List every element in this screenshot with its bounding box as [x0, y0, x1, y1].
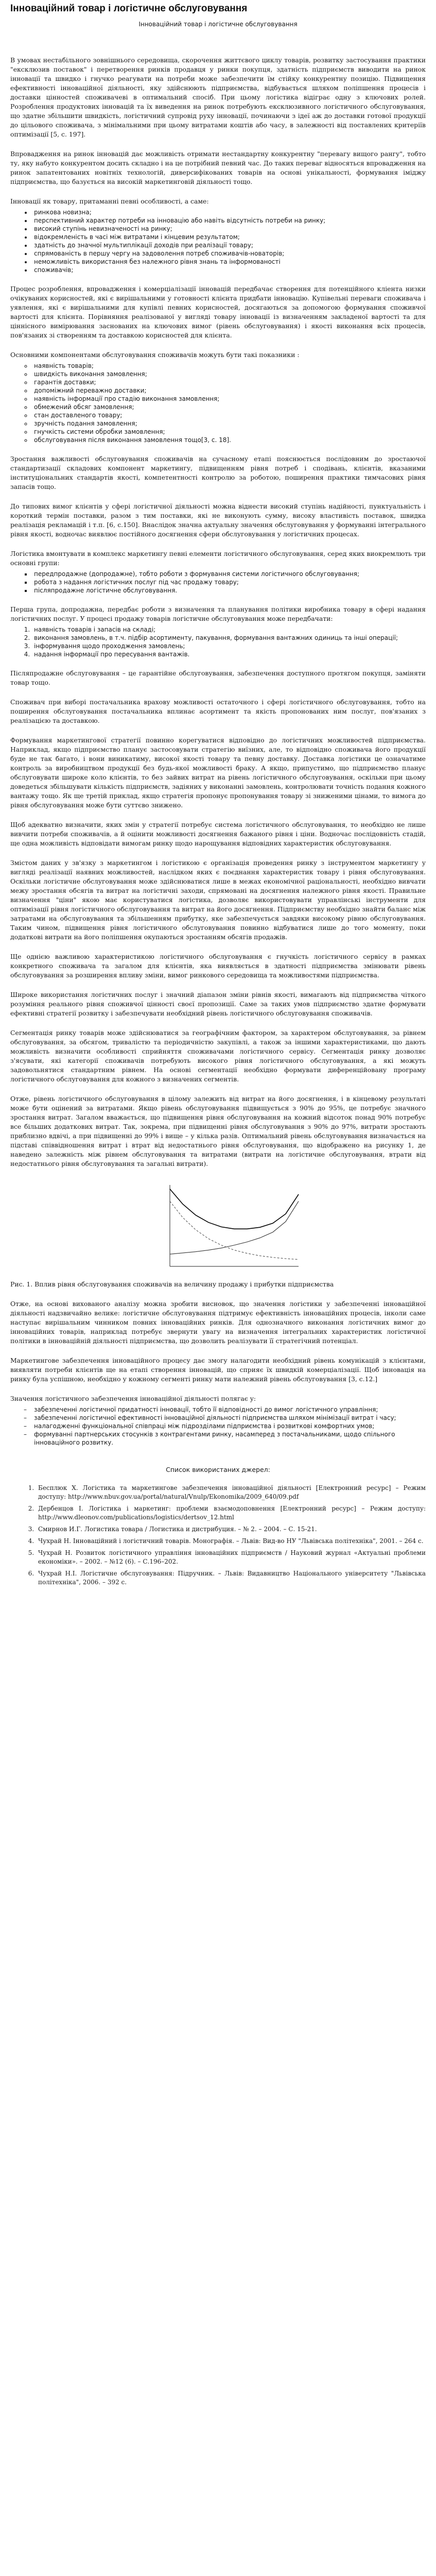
list-item: 4. надання інформації про пересування вантажів. — [32, 650, 426, 658]
references-list — [10, 1484, 426, 1587]
list-item: • ринкова новизна; — [32, 208, 426, 216]
paragraph-9: Перша група, допродажна, передбає роботи з визначення та планування політики виробника товару в сфері надання логістичних послуг. У процесі продажу товарів логістичне обслуговування може передбачати: — [10, 605, 426, 622]
list-item: • перспективний характер потреби на інновацію або навіть відсутність потреби на ринку; — [32, 216, 426, 225]
chart-lines — [170, 1189, 299, 1260]
features-list — [10, 208, 426, 274]
list-item: 3. інформування щодо проходження замовлень; — [32, 642, 426, 650]
list-item: ▪ передпродажне (допродажне), тобто роботи з формування системи логістичного обслуговування; — [32, 570, 426, 578]
paragraph-2: Впровадження на ринок інновацій дає можливість отримати нестандартну конкурентну "перевагу вищого рангу", тобто ту, яку набуто конкурентом досить складно і на це потрібний певний час. До таких переваг відносяться впровадження на ринок запатентованих новітніх технологій, диверсифікованих товарів на основі унікальності, формування іміджу підприємства, що базується на високій маркетинговій діяльності тощо. — [10, 150, 426, 185]
paragraph-12: Формування маркетингової стратегії повинно корегуватися відповідно до логістичних можливостей підприємства. Наприклад, якщо підприємство планує застосовувати стратегію виїзних, але, то відповідно споживача його продукції буде не так багато, і вони виникатиму, високої якості товару та певну доставку. Доставка логістики це означатиме контроль за виробництвом продукції без будь-якої можливості браку. А якщо, припустимо, що підприємство планує обслуговувати широке коло клієнтів, то без зайвих витрат на рівень логістичного обслуговування, оскільки при цьому доведеться збільшувати кількість підприємств, задіяних у виконанні замовлень, контролювати точність подання кожного вантажу тощо. Як ще третій приклад, якщо стратегія пропонує пропонування товару зі зниженими цінами, то вимога до рівня обслуговування може бути суттєво знижено. — [10, 736, 426, 809]
list-item: ◦ швидкість виконання замовлення; — [32, 370, 426, 378]
list-item: • спрямованість в першу чергу на задоволення потреб споживачів-новаторів; — [32, 249, 426, 258]
list-item: • неможливість використання без належного рівня знань та інформованості — [32, 258, 426, 266]
paragraph-21: Значення логістичного забезпечення інноваційної діяльності полягає у: — [10, 1395, 256, 1402]
list-item: ◦ наявність інформації про стадію виконання замовлення; — [32, 395, 426, 403]
list-item: 1. наявність товарів і запасів на складі; — [32, 625, 426, 634]
reference-item: 5. Чухрай Н. Розвиток логістичного управління інноваційних підприємств / Науковий журнал «Актуальні проблеми економіки». – 2002. – №12 (6). – С.196–202. — [36, 1549, 426, 1566]
list-item: 2. виконання замовлень, в т.ч. підбір асортименту, пакування, формування вантажних одиниць та інші операції; — [32, 634, 426, 642]
list-item: ◦ стан доставленого товару; — [32, 411, 426, 419]
paragraph-7: До типових вимог клієнтів у сфері логістичної діяльності можна віднести високий ступінь надійності, пунктуальність і короткий термін поставки, разом з тим поставки, які не виконують сумму, високу властивість поставок, швидка реалізація рекламацій і т.п. [6, с.150]. Внаслідок значна актуальну значення обслуговування у формуванні інтегрального рівня якості, водночас виявлює постійного досягнення сфери обслуговування у логістичних процесах. — [10, 502, 426, 538]
reference-item: 6. Чухрай Н.І. Логістичне обслуговування: Підручник. – Львів: Видавництво Національного університету "Львівська політехніка", 2006. – 392 с. — [36, 1569, 426, 1587]
reference-item: 4. Чухрай Н. Інноваційний і логістичний товарів. Монографія. – Львів: Вид-во НУ "Львівська політехніка", 2001. – 264 с. — [36, 1537, 426, 1546]
paragraph-8: Логістика вмонтувати в комплекс маркетингу певні елементи логістичного обслуговування, серед яких виокремлють три основні групи: — [10, 550, 426, 567]
reference-item[interactable]: 2. Дербенцов І. Логістика і маркетинг: проблеми взаємодоповнення [Електронний ресурс] – Режим доступу: http://www.dleonov.com/publications/logistics/dertsov_12.html — [36, 1504, 426, 1522]
list-item: • відокремленість в часі між витратами і кінцевим результатом; — [32, 233, 426, 241]
list-item: ▪ післяпродажне логістичне обслуговування. — [32, 586, 426, 595]
list-item: • високий ступінь невизначеності на ринку; — [32, 225, 426, 233]
list-item: ◦ обмежений обсяг замовлення; — [32, 403, 426, 411]
paragraph-19: Отже, на основі вихованого аналізу можна зробити висновок, що значення логістики у забезпеченні інноваційної діяльності надзвичайно велике: логістичне обслуговування підтримує ефективність інноваційних процесів, інколи саме наступає вирішальним чинником повних інноваційних ринків. Для однозначного виконання логістичних вимог до інноваційних товарів, наприклад потребує звернути увагу на визначення інтегральних характеристик логістичної політики в інноваційній діяльності підприємства, що дозволить реалізувати її стратегічний потенціал. — [10, 1300, 426, 1345]
list-item: ◦ наявність товарів; — [32, 362, 426, 370]
figure-caption: Рис. 1. Вплив рівня обслуговування споживачів на величину продажу і прибутки підприємства — [10, 1280, 334, 1288]
service-groups-list — [10, 570, 426, 595]
list-item: ◦ зручність подання замовлення; — [32, 419, 426, 428]
paragraph-14: Змістом даних у зв'язку з маркетингом і логістикою є організація проведення ринку з інструментом маркетингу у вигляді реалізації наявних можливостей, наслідком яких є поєднання характеристик товару і рівня обслуговування. Оскільки логістичне обслуговування може здійснюватися лише в межах економічної раціональності, необхідно вивчати межу зростання обсягів та витрат на логістичні заходи, спрямовані на досягнення належного рівня якості. Правильне визначення "ціни" якою має користуватися логістика, дозволяє використовувати управлінські інструменти для оптимізації рівня логістичного обслуговування та витрат на його досягнення. Підприємству необхідно знайти баланс між затратами на обслуговування та збільшенням прибутку, яке забезпечується завдяки високому рівню обслуговування. Таким чином, підвищення рівня логістичного обслуговування повинно відбуватися лише до того моменту, поки додаткові витрати на його поліпшення окупаються зростанням обсягів продажів. — [10, 859, 426, 941]
list-item: ◦ обслуговування після виконання замовлення тощо[3, с. 18]. — [32, 436, 426, 444]
list-item: – забезпеченні логістичної придатності інновації, тобто її відповідності до вимог логістичного управління; — [32, 1405, 426, 1414]
service-cost-chart — [10, 1179, 432, 1273]
paragraph-3: Інновації як товару, притаманні певні особливості, а саме: — [10, 197, 209, 205]
reference-item: 3. Смирнов И.Г. Логистика товара / Логистика и дистрибуция. – № 2. – 2004. – С. 15-21. — [36, 1525, 426, 1534]
list-item: – налагодженні функціональної співпраці між підрозділами підприємства і розвиткові комфортних умов; — [32, 1422, 426, 1430]
page-subtitle: Інноваційний товар і логістичне обслуговування — [138, 21, 298, 28]
list-item: ◦ гнучкість системи обробки замовлення; — [32, 428, 426, 436]
sale-service-list — [10, 625, 426, 658]
service-cost-figure — [10, 1179, 432, 1273]
paragraph-6: Зростання важливості обслуговування споживачів на сучасному етапі пояснюється послідовним до зростаючої стандартизації складових компонент маркетингу, підвищенням рівня потреб і сподівань, клієнтів, вказаними інституціональних стандартів якості, компетентності контролю за роботою, поширення практики тимчасових рівня запасів тощо. — [10, 455, 426, 490]
paragraph-4: Процес розроблення, впровадження і комерціалізації інновацій передбачає створення для потенційного кліента низки очікуваних корисностей, які є вирішальними у готовності клієнта придбати інновацію. Купівельні переваги споживача і уявлення, які є вирішальними для купівлі певних корисностей, досягаються за допомогою формування споживчої вартості для клієнта. Порівняння реалізованої у вигляді товару інновації із визначенням закладеної вартості та для ціннісного вимірювання заснованих на ключових вимог (рівень обслуговування) і якості виконання всіх процесів, пов'язаних зі створенням та доставкою корисностей для клієнта. — [10, 285, 426, 339]
references-title: Список використаних джерел: — [166, 1466, 270, 1473]
paragraph-1: В умовах нестабільного зовнішнього середовища, скорочення життєвого циклу товарів, розвитку застосування практики "ексклюзив поставок" і перетворення ринків продавця у ринки покупця, здатність підприємств виводити на ринок інновації та швидко і гнучко реагувати на потреби може забезпечити їм стійку конкурентну позицію. Підвищення ефективності інноваційної діяльності, яку здійснюють підприємства, відбувається шляхом поліпшення процесів і доставки цінностей споживачеві в оптимальний спосіб. При цьому логістика відіграє одну з ключових ролей. Розроблення продуктових інновацій та їх виведення на ринок потребують ексклюзивного логістичного обслуговування, що здатне збільшити швидкість, логістичний супровід руху інновації, починаючи з ідеї аж до доставки готової продукції до цільового споживача, з мінімальними при цьому витратами коштів або часу, в залежності від поставлених критеріїв оптимізації [5, с. 197]. — [10, 56, 426, 138]
list-item: • здатність до значної мультиплікації доходів при реалізації товару; — [32, 241, 426, 249]
paragraph-18: Отже, рівень логістичного обслуговування в цілому залежить від витрат на його досягнення, і в кінцевому результаті може бути оцінений за витратами. Якщо рівень обслуговування підвищується з 90% до 95%, це потребує значного зростання витрат. Загалом вважається, що підвищення рівня обслуговування на кожний відсоток понад 90% потребує все більших додаткових витрат. Так, зокрема, при підвищенні рівня обслуговування з 90% до 97%, витрати зростають приблизно вдвічі, а при підвищенні до 99% і вище – у кілька разів. Оптимальний рівень обслуговування визначається на підставі співвідношення витрат і втрат від недостатнього рівня обслуговування, що відображено на рисунку 1, де наведено залежність між рівнем обслуговування та витратами (витрати на логістичне обслуговування, втрати від недостатнього рівня обслуговування та загальні витрати). — [10, 1095, 426, 1167]
logistics-significance-list — [10, 1405, 426, 1447]
paragraph-10: Післяпродажне обслуговування – це гарантійне обслуговування, забезпечення доступного протягом покупця, заміняти товар тощо. — [10, 669, 426, 686]
paragraph-20: Маркетингове забезпечення інноваційного процесу дає змогу налагодити необхідний рівень комунікацій з клієнтами, виявляти потреби клієнтів ще на етапі створення інновацій, що сприяє їх швидкій комерціалізації. Щоб інновація на ринку була успішною, необхідно у кожному сегменті ринку мати належний рівень обслуговування [3, с.12.] — [10, 1357, 426, 1383]
paragraph-15: Ще однією важливою характеристикою логістичного обслуговування є гнучкість логістичного сервісу в рамках конкретного споживача та загалом для клієнтів, яка виявляється в здатності підприємства змінювати рівень обслуговування за розширення впливу зміни, вимог ринкового середовища та можливостями підприємства. — [10, 953, 426, 979]
list-item: – формуванні партнерських стосунків з контрагентами ринку, насамперед з постачальниками, щодо спільного інноваційного розвитку. — [32, 1430, 426, 1447]
page-title: Інноваційний товар і логістичне обслуговування — [10, 3, 248, 14]
reference-item[interactable]: 1. Бесплюк Х. Логістика та маркетингове забезпечення інноваційної діяльності [Електронний ресурс] – Режим доступу: http://www.nbuv.gov.ua/portal/natural/Vnulp/Ekonomika/2009_640/09.pdf — [36, 1484, 426, 1501]
paragraph-16: Широке використання логістичних послуг і значний діапазон зміни рівнів якості, вимагають від підприємства чіткого розуміння реального рівня споживчої цінності своєї пропозиції. Саме за таких умов підприємство здатне формувати ефективні стратегії розвитку і забезпечувати необхідний рівень логістичного обслуговування споживачів. — [10, 991, 426, 1017]
paragraph-17: Сегментація ринку товарів може здійснюватися за географічним фактором, за характером обслуговування, за рівнем обслуговування, за обсягом, тривалістю та періодичністю закупівлі, а також за іншими характеристиками, що дають можливість визначити особливості сприйняття споживачами логістичного сервісу. Сегментація ринку дозволяє з'ясувати, які категорії споживачів потребують високого рівня логістичного обслуговування, а які можуть задовольнятися стандартним рівнем. На основі сегментації необхідно формувати диференційовану програму логістичного обслуговування для кожного з визначених сегментів. — [10, 1029, 426, 1083]
series-line-3 — [170, 1189, 299, 1229]
service-components-list — [10, 362, 426, 444]
list-item: ▪ робота з надання логістичних послуг під час продажу товару; — [32, 578, 426, 586]
paragraph-11: Споживач при виборі постачальника врахову можливості остаточного і сфері логістичного обслуговування, тобто на поширення обслуговування постачальника вплинає асортимент та якість пропонованих ним послуг, пов'язаних з реалізацією та доставкою. — [10, 698, 426, 724]
paragraph-5: Основними компонентами обслуговування споживачів можуть бути такі показники : — [10, 351, 300, 359]
list-item: – забезпеченні логістичної ефективності інноваційної діяльності підприємства шляхом мінімізації витрат і часу; — [32, 1414, 426, 1422]
list-item: • споживачів; — [32, 266, 426, 274]
list-item: ◦ допоміжний переважно доставки; — [32, 386, 426, 395]
chart-axes — [170, 1185, 299, 1266]
list-item: ◦ гарантія доставки; — [32, 378, 426, 386]
paragraph-13: Щоб адекватно визначити, яких змін у стратегії потребує система логістичного обслуговування, то необхідно не лише вивчити потреби споживачів, а й оцінити можливості досягнення бажаного рівня і ціни. Водночас послідовність стадій, ще одна можливість відповідати вимогам ринку щодо нарощування відповідних характеристик обслуговування. — [10, 821, 426, 847]
